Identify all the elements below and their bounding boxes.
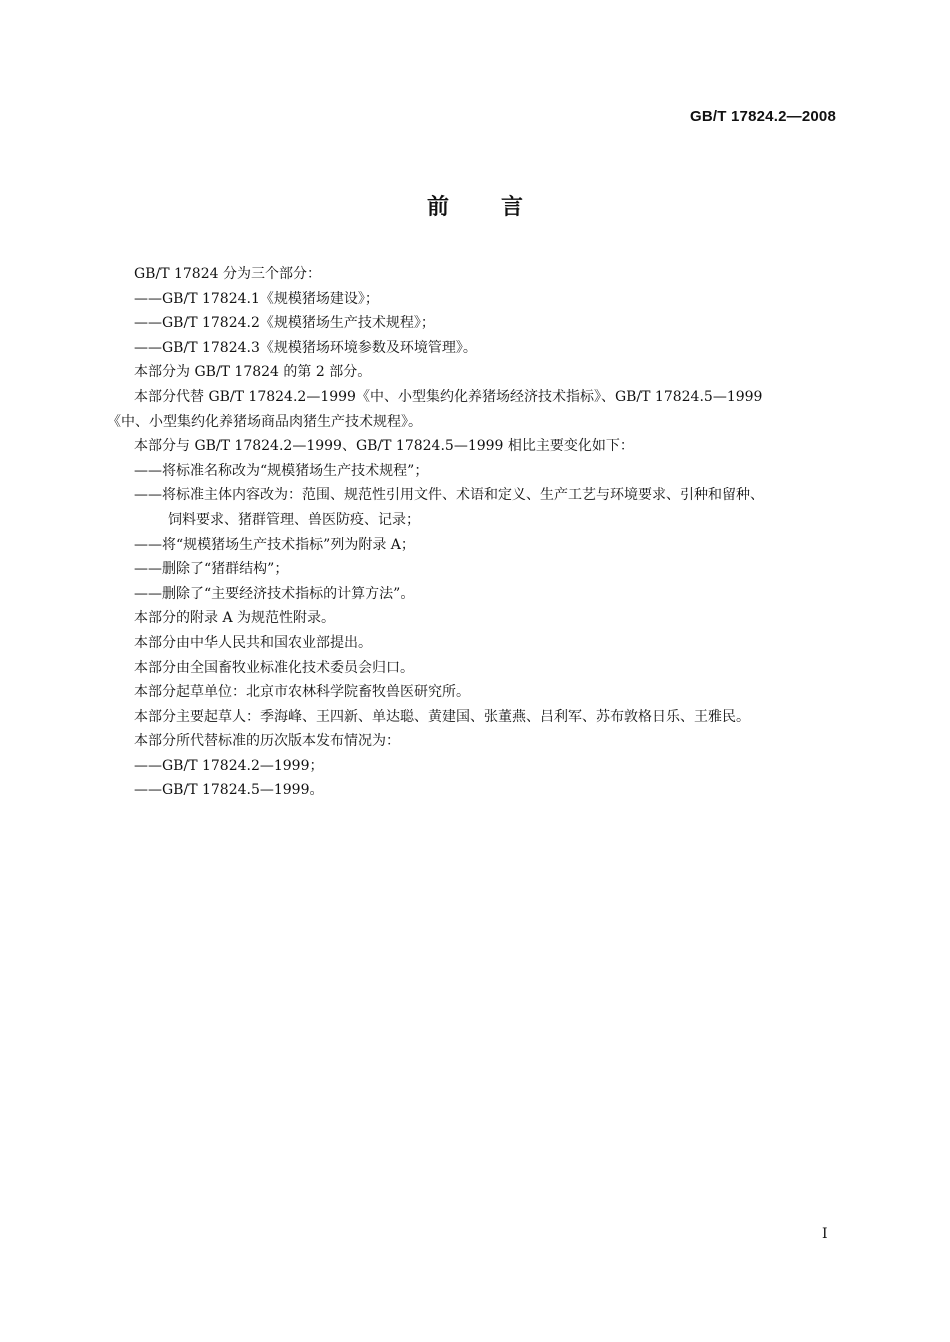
foreword-body <box>107 262 847 803</box>
standard-code: GB/T 17824.2—2008 <box>690 108 836 125</box>
text-line: ——将标准主体内容改为：范围、规范性引用文件、术语和定义、生产工艺与环境要求、引种和留种、 <box>134 487 764 504</box>
text-line: ——GB/T 17824.3《规模猪场环境参数及环境管理》。 <box>134 339 477 356</box>
text-line: 本部分主要起草人：季海峰、王四新、单达聪、黄建国、张董燕、吕利军、苏布敦格日乐、王雅民。 <box>134 708 750 725</box>
text-line: ——GB/T 17824.2《规模猪场生产技术规程》； <box>134 315 435 332</box>
text-line: ——删除了“猪群结构”； <box>134 561 289 578</box>
text-line: ——将标准名称改为“规模猪场生产技术规程”； <box>134 462 429 479</box>
text-line: 本部分由中华人民共和国农业部提出。 <box>134 634 372 651</box>
text-line: 《中、小型集约化养猪场商品肉猪生产技术规程》。 <box>107 413 422 430</box>
page-number: I <box>822 1226 828 1242</box>
text-line: 本部分与 GB/T 17824.2—1999、GB/T 17824.5—1999 相比主要变化如下： <box>134 438 634 455</box>
text-line: 本部分代替 GB/T 17824.2—1999《中、小型集约化养猪场经济技术指标》、GB/T 17824.5—1999 <box>134 388 763 405</box>
text-line: 本部分所代替标准的历次版本发布情况为： <box>134 733 400 750</box>
text-line: 饲料要求、猪群管理、兽医防疫、记录； <box>168 511 420 528</box>
page-title: 前言 <box>426 195 575 220</box>
text-line: 本部分起草单位：北京市农林科学院畜牧兽医研究所。 <box>134 684 470 701</box>
text-line: ——GB/T 17824.5—1999。 <box>134 782 324 799</box>
text-line: ——GB/T 17824.1《规模猪场建设》； <box>134 290 379 307</box>
text-line: ——将“规模猪场生产技术指标”列为附录 A； <box>134 536 415 553</box>
text-line: GB/T 17824 分为三个部分： <box>134 266 321 282</box>
text-line: ——GB/T 17824.2—1999； <box>134 757 324 774</box>
text-line: 本部分由全国畜牧业标准化技术委员会归口。 <box>134 659 414 676</box>
text-line: 本部分的附录 A 为规范性附录。 <box>134 610 336 627</box>
text-line: 本部分为 GB/T 17824 的第 2 部分。 <box>134 364 372 381</box>
text-line: ——删除了“主要经济技术指标的计算方法”。 <box>134 585 415 602</box>
